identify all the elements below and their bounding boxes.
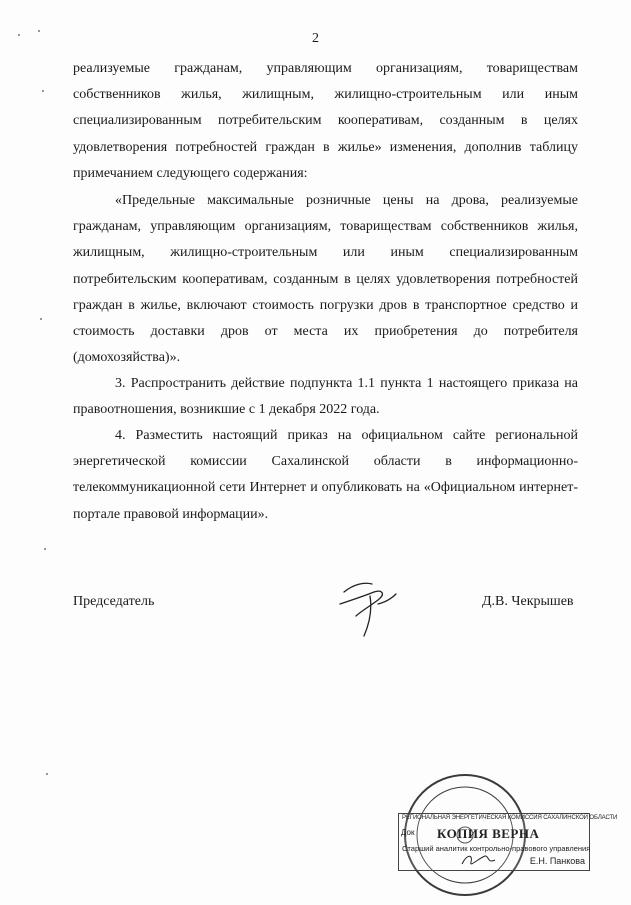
paragraph-item-3: 3. Распространить действие подпункта 1.1 пункта 1 настоящего приказа на правоотношения, возникшие с 1 декабря 2022 года. xyxy=(73,376,578,418)
stamp-box xyxy=(398,813,618,871)
page-number: 2 xyxy=(312,31,319,46)
chairman-title: Председатель xyxy=(73,594,155,609)
paragraph-quote-note: «Предельные максимальные розничные цены на дрова, реализуемые гражданам, управляющим организациям, товариществам собственников жилья, жилищным, жилищно-строительным или иным специализированным потребительским кооперативам, созданным в целях удовлетворения потребностей граждан в жилье, включают стоимость погрузки дров в транспортное средство и стоимость доставки дров от места их приобретения до потребителя (домохозяйства)». xyxy=(73,193,578,366)
stamp-name: Е.Н. Панкова xyxy=(529,856,585,866)
stamp-prefix: Док xyxy=(401,828,415,837)
stamp-title: КОПИЯ ВЕРНА xyxy=(437,826,540,841)
stamp-organization: РЕГИОНАЛЬНАЯ ЭНЕРГЕТИЧЕСКАЯ КОМИССИЯ САХАЛИНСКОЙ ОБЛАСТИ xyxy=(402,815,618,821)
scan-speck xyxy=(42,90,44,92)
copy-certified-stamp xyxy=(395,770,618,900)
scan-speck xyxy=(46,773,48,775)
scan-speck xyxy=(18,34,20,36)
scan-speck xyxy=(44,548,46,550)
handwritten-signature xyxy=(330,574,410,640)
stamp-position: Старший аналитик контрольно-правового управления xyxy=(402,844,591,853)
paragraph-item-4: 4. Разместить настоящий приказ на официальном сайте региональной энергетической комиссии Сахалинской области в информационно-телекоммуникационной сети Интернет и опубликовать на «Официальном интернет-портале правовой информации». xyxy=(73,428,578,522)
paragraph-continuation: реализуемые гражданам, управляющим организациям, товариществам собственников жилья, жилищным, жилищно-строительным или иным специализированным потребительским кооперативам, созданным в целях удовлетворения потребностей граждан в жилье» изменения, дополнив таблицу примечанием следующего содержания: xyxy=(73,61,578,181)
scan-speck xyxy=(38,30,40,32)
stamp-signature xyxy=(459,850,499,870)
scan-speck xyxy=(40,318,42,320)
signer-name: Д.В. Чекрышев xyxy=(482,594,574,609)
